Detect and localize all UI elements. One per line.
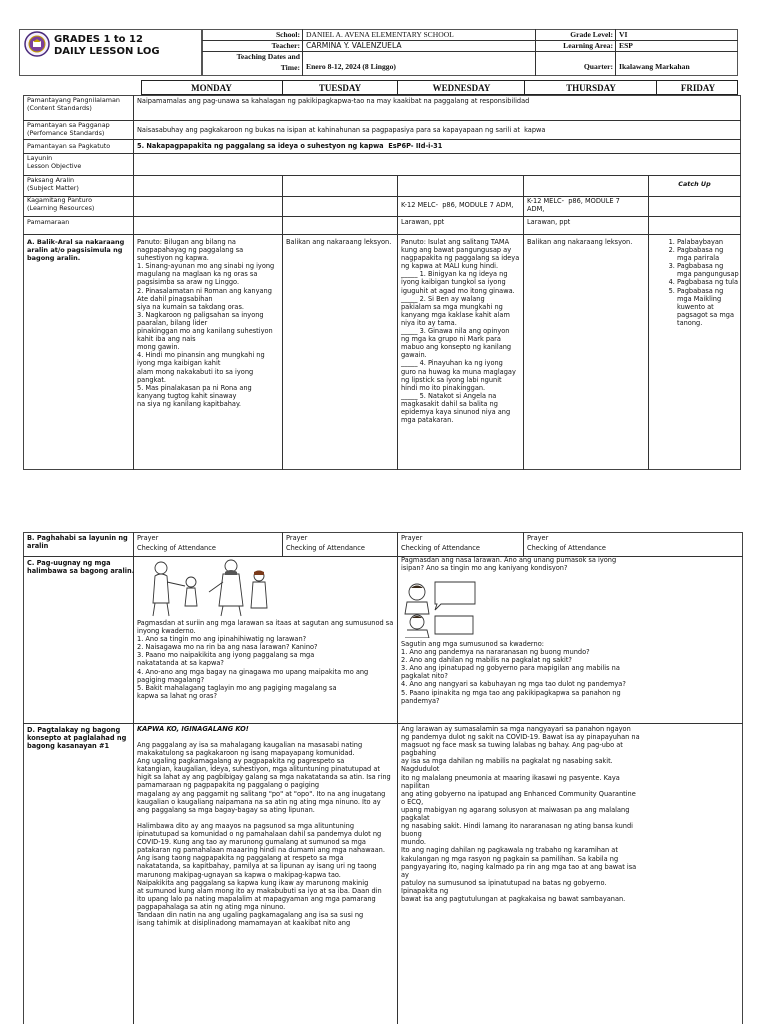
subject-matter-title: Paksang Aralin bbox=[27, 176, 75, 184]
area-label: Learning Area: bbox=[563, 41, 613, 50]
c-wednesday-intro: Pagmasdan ang nasa larawan. Ano ang unang pumasok sa iyong isipan? Ano sa tingin mo ang kaniyang kondisyon? bbox=[401, 556, 617, 573]
review-thursday: Balikan ang nakaraang leksyon. bbox=[527, 238, 633, 246]
resources-title: Kagamitang Panturo bbox=[27, 196, 93, 204]
content-standards-text: Naipamamalas ang pag-unawa sa kahalagan ng pakikipagkapwa-tao na may kaakibat na paggalang at responsibilidad bbox=[137, 97, 530, 105]
c-label: C. Pag-uugnay ng mga halimbawa sa bagong aralin. bbox=[27, 559, 135, 576]
friday-item: 5. Pagbabasa ng mga Maikling kuwento at pagsagot sa mga tanong. bbox=[677, 287, 739, 327]
content-standards-title: Pamantayang Pangnilalaman bbox=[27, 96, 120, 104]
resources-wednesday: K-12 MELC- p86, MODULE 7 ADM, bbox=[401, 201, 514, 209]
d-label: D. Pagtalakay ng bagong konsepto at paglalahad ng bagong kasanayan #1 bbox=[27, 726, 127, 751]
grade-value: VI bbox=[619, 30, 628, 39]
performance-standards-sub: (Perfomance Standards) bbox=[27, 128, 105, 137]
content-standards-sub: (Content Standards) bbox=[27, 103, 92, 112]
b-thursday-attendance: Checking of Attendance bbox=[527, 544, 606, 552]
c-wednesday: Sagutin ang mga sumusunod sa kwaderno: 1. Ano ang pandemya na nararanasan ng buong mundo? 2. Ano ang dahilan ng mabilis na pagkalat ng sakit? 3. Ano ang ipinatupad ng gobyerno para mapigilan ang mabilis na pagkalat nito? 4. Ano ang nangyari sa kabuhayan ng mga tao dulot ng pandemya? 5. Paano ipinakita ng mga tao ang pakikipagkapwa sa panahon ng pandemya? bbox=[401, 640, 626, 705]
dates-label-1: Teaching Dates and bbox=[236, 52, 300, 61]
b-tuesday-attendance: Checking of Attendance bbox=[286, 544, 365, 552]
dates-value: Enero 8-12, 2024 (8 Linggo) bbox=[306, 62, 396, 71]
friday-item: 2. Pagbabasa ng mga parirala bbox=[677, 246, 739, 262]
title-line-1: GRADES 1 to 12 bbox=[54, 34, 143, 45]
day-wednesday: WEDNESDAY bbox=[397, 81, 525, 95]
school-label: School: bbox=[275, 30, 300, 39]
procedure-wednesday: Larawan, ppt bbox=[401, 218, 445, 226]
quarter-value: Ikalawang Markahan bbox=[619, 62, 690, 71]
respect-elders-illustration bbox=[137, 558, 282, 618]
review-label: A. Balik-Aral sa nakaraang aralin at/o pagsisimula ng bagong aralin. bbox=[27, 238, 125, 263]
resources-sub: (Learning Resources) bbox=[27, 203, 95, 212]
day-thursday: THURSDAY bbox=[524, 81, 657, 95]
review-tuesday: Balikan ang nakaraang leksyon. bbox=[286, 238, 392, 246]
objective-title: Layunin bbox=[27, 154, 53, 162]
b-monday-attendance: Checking of Attendance bbox=[137, 544, 216, 552]
d-monday: Ang paggalang ay isa sa mahalagang kaugalian na masasabi nating makakatulong sa pagkakaroon ng isang mapayapang komunidad. Ang ugaling pagkamagalang ay pagpapakita ng pagrespeto sa katangian, kaugalian, ideya, suhestiyon, mga alituntuning pinatutupad at higit sa lahat ay ang pagbibigay galang sa mga nakatatanda sa atin. Isa ring pamamaraan ng pagpapakita ng paggalang o pagiging magalang ay ang paggamit ng salitang "po" at "opo". Ito na ang inugatang kaugalian o kaugaliang naipamana na sa atin ng ating mga ninuno. Ito ay ang paggalang sa mga bagay-bagay sa ating lipunan. Halimbawa dito ay ang maayos na pagsunod sa mga alituntuning ipinatutupad sa komunidad o ng pamahalaan dahil sa pandemya dulot ng COVID-19. Kung ang tao ay marunong gumalang at sumunod sa mga patakaran ng pamahalaan maaaring hindi na dumami ang mga nahawaan. Ang isang taong nagpapakita ng paggalang at respeto sa mga nakatatanda, sa kapitbahay, pamilya at sa lipunan ay isang uri ng taong marunong makipag-ugnayan sa kapwa o makipag-kapwa tao. Naipakikita ang paggalang sa kapwa kung ikaw ay marunong makinig at sumunod kung alam mong ito ay makabubuti sa iyo at sa iba. Daan din ito upang lalo pa nating mapalalim at mapagyaman ang mga pamarang pagpapahalaga sa atin ng ating mga ninuno. Tandaan din natin na ang ugaling pagkamagalang ang isa sa susi ng isang tahimik at disiplinadong mamamayan at kaakibat nito ang bbox=[137, 741, 391, 928]
subject-matter-sub: (Subject Matter) bbox=[27, 183, 79, 192]
b-wednesday-prayer: Prayer bbox=[401, 534, 423, 542]
b-label: B. Paghahabi sa layunin ng aralin bbox=[27, 534, 128, 551]
catch-up-label: Catch Up bbox=[678, 180, 711, 188]
day-monday: MONDAY bbox=[191, 83, 232, 93]
procedure-thursday: Larawan, ppt bbox=[527, 218, 571, 226]
b-wednesday-attendance: Checking of Attendance bbox=[401, 544, 480, 552]
resources-thursday: K-12 MELC- p86, MODULE 7 ADM, bbox=[527, 197, 620, 214]
teacher-value: CARMINA Y. VALENZUELA bbox=[306, 41, 402, 50]
sick-person-illustration bbox=[401, 580, 481, 638]
friday-item: 1. Palabaybayan bbox=[677, 238, 739, 246]
procedure-label: Pamamaraan bbox=[27, 218, 70, 226]
performance-standards-title: Pamantayan sa Pagganap bbox=[27, 121, 110, 129]
teacher-label: Teacher: bbox=[271, 41, 300, 50]
dates-label-2: Time: bbox=[280, 63, 300, 72]
b-thursday-prayer: Prayer bbox=[527, 534, 549, 542]
friday-item: 4. Pagbabasa ng tula bbox=[677, 278, 739, 286]
performance-standards-text: Naisasabuhay ang pagkakaroon ng bukas na isipan at kahinahunan sa pagpapasiya para sa kapayapaan ng sarili at kapwa bbox=[137, 126, 546, 134]
review-wednesday: Panuto: Isulat ang salitang TAMA kung ang bawat pangungusap ay nagpapakita ng paggalang sa ideya ng kapwa at MALI kung hindi. _____ 1. Binigyan ka ng ideya ng iyong kaibigan tungkol sa iyong iguguhit at agad mo itong ginawa. _____ 2. Si Ben ay walang pakialam sa mga mungkahi ng kanyang mga kaklase kahit alam niya ito ay tama. _____ 3. Ginawa nila ang opinyon ng mga ka grupo ni Mark para mabuo ang konsepto ng kanilang gawain. _____ 4. Pinayuhan ka ng iyong guro na huwag ka muna maglagay ng lipstick sa iyong labi ngunit hindi mo ito pinakinggan. _____ 5. Natakot si Angela na magkasakit dahil sa balita ng epidemya kaya sinunod niya ang mga patakaran. bbox=[401, 238, 520, 425]
b-monday-prayer: Prayer bbox=[137, 534, 159, 542]
grade-label: Grade Level: bbox=[570, 30, 613, 39]
quarter-label: Quarter: bbox=[583, 62, 613, 71]
friday-item: 3. Pagbabasa ng mga pangungusap bbox=[677, 262, 739, 278]
c-monday: Pagmasdan at suriin ang mga larawan sa itaas at sagutan ang sumusunod sa inyong kwaderno. 1. Ano sa tingin mo ang ipinahihiwatig ng larawan? 2. Naisagawa mo na rin ba ang nasa larawan? Kanino? 3. Paano mo naipakikita ang iyong paggalang sa mga nakatatanda at sa kapwa? 4. Ano-ano ang mga bagay na ginagawa mo upang maipakita mo ang pagiging magalang? 5. Bakit mahalagang taglayin mo ang pagiging magalang sa kapwa sa lahat ng oras? bbox=[137, 619, 394, 700]
title-line-2: DAILY LESSON LOG bbox=[54, 46, 160, 57]
day-tuesday: TUESDAY bbox=[282, 81, 397, 95]
area-value: ESP bbox=[619, 41, 633, 50]
b-tuesday-prayer: Prayer bbox=[286, 534, 308, 542]
review-monday: Panuto: Bilugan ang bilang na nagpapahayag ng paggalang sa suhestiyon ng kapwa. 1. Sinang-ayunan mo ang sinabi ng iyong magulang na maglaan ka ng oras sa pagsisimba sa araw ng Linggo. 2. Pinasalamatan ni Roman ang kanyang Ate dahil pinagsabihan siya na kumain sa takdang oras. 3. Nagkaroon ng paligsahan sa inyong paaralan, bilang lider pinakinggan mo ang kanilang suhestiyon kahit iba ang nais mong gawin. 4. Hindi mo pinansin ang mungkahi ng iyong mga kaibigan kahit alam mong nakakabuti ito sa iyong pangkat. 5. Mas pinalakasan pa ni Rona ang kanyang tugtog kahit sinaway na siya ng kanilang kapitbahay. bbox=[137, 238, 275, 408]
d-monday-title: KAPWA KO, IGINAGALANG KO! bbox=[137, 725, 249, 733]
competency-label: Pamantayan sa Pagkatuto bbox=[27, 142, 111, 150]
competency-text: 5. Nakapagpapakita ng paggalang sa ideya o suhestyon ng kapwa EsP6P- IId-i-31 bbox=[137, 142, 443, 150]
d-wednesday: Ang larawan ay sumasalamin sa mga nangyayari sa panahon ngayon ng pandemya dulot ng sakit na COVID-19. Bawat isa ay pinapayuhan na magsuot ng face mask sa tuwing lalabas ng bahay. Ang pag-ubo at pagbahing ay isa sa mga dahilan ng mabilis na pagkalat ng nasabing sakit. Nagdudulot ito ng malalang pneumonia at maaring ikasawi ng pasyente. Kaya napilitan ang ating gobyerno na ipatupad ang Enhanced Community Quarantine o ECQ, upang mabigyan ng agarang solusyon at maiwasan pa ang malalang pagkalat ng nasabing sakit. Hindi lamang ito nararanasan ng ating bansa kundi buong mundo. Ito ang naging dahilan ng pagkawala ng trabaho ng karamihan at kakulangan ng mga rasyon ng pagkain sa pamilihan. Sa kabila ng pangyayaring ito, naging kalmado pa rin ang mga tao at ang bawat isa ay patuloy na sumusunod sa ipinatutupad na batas ng gobyerno. Ipinapakita ng bawat isa ang pagtutulungan at pagkakaisa ng bawat sambayanan. bbox=[401, 725, 640, 903]
school-value: DANIEL A. AVENA ELEMENTARY SCHOOL bbox=[306, 30, 454, 39]
day-friday: FRIDAY bbox=[656, 81, 739, 95]
objective-sub: Lesson Objective bbox=[27, 161, 82, 170]
